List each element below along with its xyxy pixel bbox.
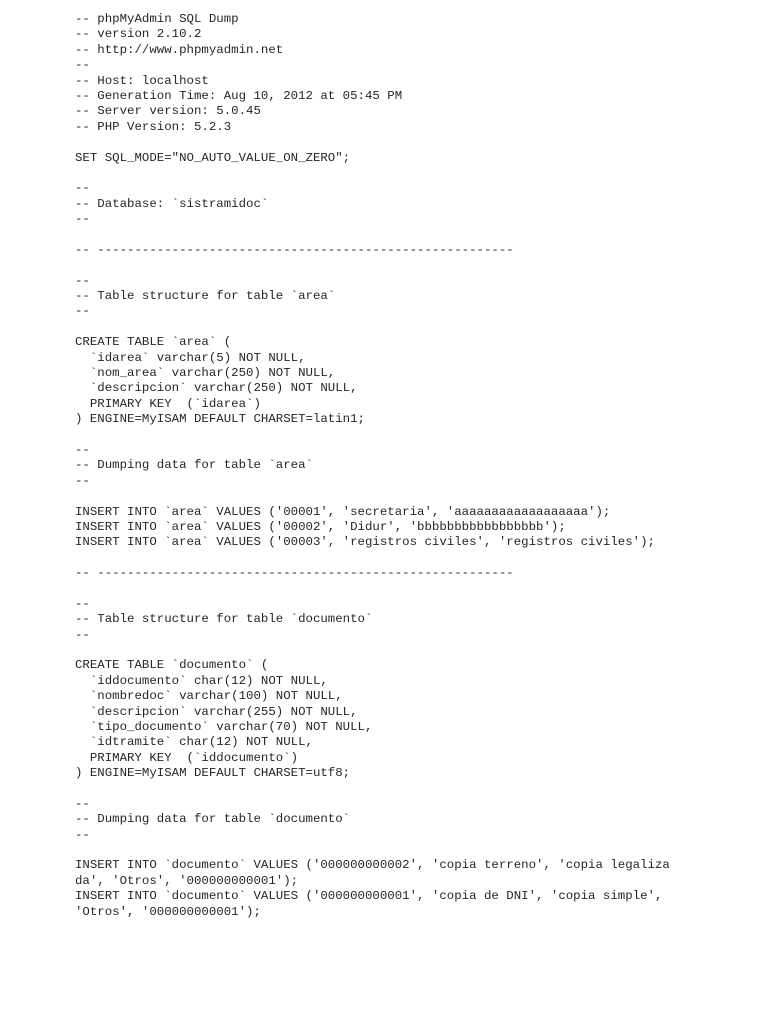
sql-section xyxy=(75,151,755,166)
code-line: -- phpMyAdmin SQL Dump xyxy=(75,12,239,26)
blank-line xyxy=(75,489,755,504)
code-line: -- xyxy=(75,181,90,196)
code-line: -- xyxy=(75,827,90,842)
code-line: -- Dumping data for table `documento` xyxy=(75,812,351,827)
code-line: -- xyxy=(75,627,90,642)
code-line: -- xyxy=(75,212,90,227)
code-line: `nom_area` varchar(250) NOT NULL, xyxy=(75,365,336,380)
sql-section xyxy=(75,566,755,581)
code-line: INSERT INTO `documento` VALUES ('000000000002', 'copia terreno', 'copia legaliza xyxy=(75,858,670,873)
code-line: PRIMARY KEY (`iddocumento`) xyxy=(75,750,299,765)
blank-line xyxy=(75,551,755,566)
code-line: da', 'Otros', '000000000001'); xyxy=(75,873,299,888)
code-line: INSERT INTO `documento` VALUES ('000000000001', 'copia de DNI', 'copia simple', xyxy=(75,889,663,904)
sql-section xyxy=(75,597,755,643)
code-line: 'Otros', '000000000001'); xyxy=(75,904,261,919)
code-line: INSERT INTO `area` VALUES ('00002', 'Didur', 'bbbbbbbbbbbbbbbbb'); xyxy=(75,519,566,534)
blank-line xyxy=(75,166,755,181)
code-line: -- Host: localhost xyxy=(75,73,209,88)
code-line: -- -------------------------------------------------------- xyxy=(75,566,514,581)
blank-line xyxy=(75,135,755,150)
code-line: INSERT INTO `area` VALUES ('00003', 'registros civiles', 'registros civiles'); xyxy=(75,535,655,550)
code-line: -- Database: `sistramidoc` xyxy=(75,196,269,211)
sql-section xyxy=(75,858,755,920)
code-line: -- Dumping data for table `area` xyxy=(75,458,313,473)
blank-line xyxy=(75,258,755,273)
sql-section xyxy=(75,658,755,781)
code-line: -- -------------------------------------------------------- xyxy=(75,242,514,257)
code-line: INSERT INTO `area` VALUES ('00001', 'secretaria', 'aaaaaaaaaaaaaaaaaa'); xyxy=(75,504,611,519)
code-line: -- Server version: 5.0.45 xyxy=(75,104,261,119)
blank-line xyxy=(75,643,755,658)
code-line: -- xyxy=(75,58,90,73)
code-line: CREATE TABLE `area` ( xyxy=(75,335,232,350)
blank-line xyxy=(75,227,755,242)
sql-section xyxy=(75,243,755,258)
code-line: -- Generation Time: Aug 10, 2012 at 05:45 PM xyxy=(75,88,403,103)
code-line: -- xyxy=(75,273,90,288)
blank-line xyxy=(75,320,755,335)
code-line: `descripcion` varchar(250) NOT NULL, xyxy=(75,381,358,396)
blank-line xyxy=(75,843,755,858)
code-line: -- version 2.10.2 xyxy=(75,27,202,42)
sql-section xyxy=(75,274,755,320)
sql-section xyxy=(75,505,755,551)
code-line: -- Table structure for table `area` xyxy=(75,289,336,304)
code-line: -- xyxy=(75,596,90,611)
sql-section xyxy=(75,181,755,227)
sql-section xyxy=(75,797,755,843)
code-line: PRIMARY KEY (`idarea`) xyxy=(75,396,261,411)
code-line: -- xyxy=(75,304,90,319)
sql-section xyxy=(75,12,755,135)
code-line: -- xyxy=(75,442,90,457)
code-line: `iddocumento` char(12) NOT NULL, xyxy=(75,673,328,688)
blank-line xyxy=(75,782,755,797)
blank-line xyxy=(75,428,755,443)
code-line: -- xyxy=(75,796,90,811)
code-line: -- xyxy=(75,473,90,488)
sql-dump-document xyxy=(75,12,755,920)
blank-line xyxy=(75,581,755,596)
code-line: CREATE TABLE `documento` ( xyxy=(75,658,269,673)
code-line: `idtramite` char(12) NOT NULL, xyxy=(75,735,313,750)
code-line: -- Table structure for table `documento` xyxy=(75,612,373,627)
code-line: `descripcion` varchar(255) NOT NULL, xyxy=(75,704,358,719)
sql-section xyxy=(75,335,755,427)
code-line: `tipo_documento` varchar(70) NOT NULL, xyxy=(75,719,373,734)
code-line: ) ENGINE=MyISAM DEFAULT CHARSET=latin1; xyxy=(75,412,365,427)
code-line: `idarea` varchar(5) NOT NULL, xyxy=(75,350,306,365)
code-line: -- PHP Version: 5.2.3 xyxy=(75,119,232,134)
code-line: -- http://www.phpmyadmin.net xyxy=(75,42,284,57)
code-line: `nombredoc` varchar(100) NOT NULL, xyxy=(75,689,343,704)
sql-section xyxy=(75,443,755,489)
code-line: ) ENGINE=MyISAM DEFAULT CHARSET=utf8; xyxy=(75,766,351,781)
code-line: SET SQL_MODE="NO_AUTO_VALUE_ON_ZERO"; xyxy=(75,150,351,165)
